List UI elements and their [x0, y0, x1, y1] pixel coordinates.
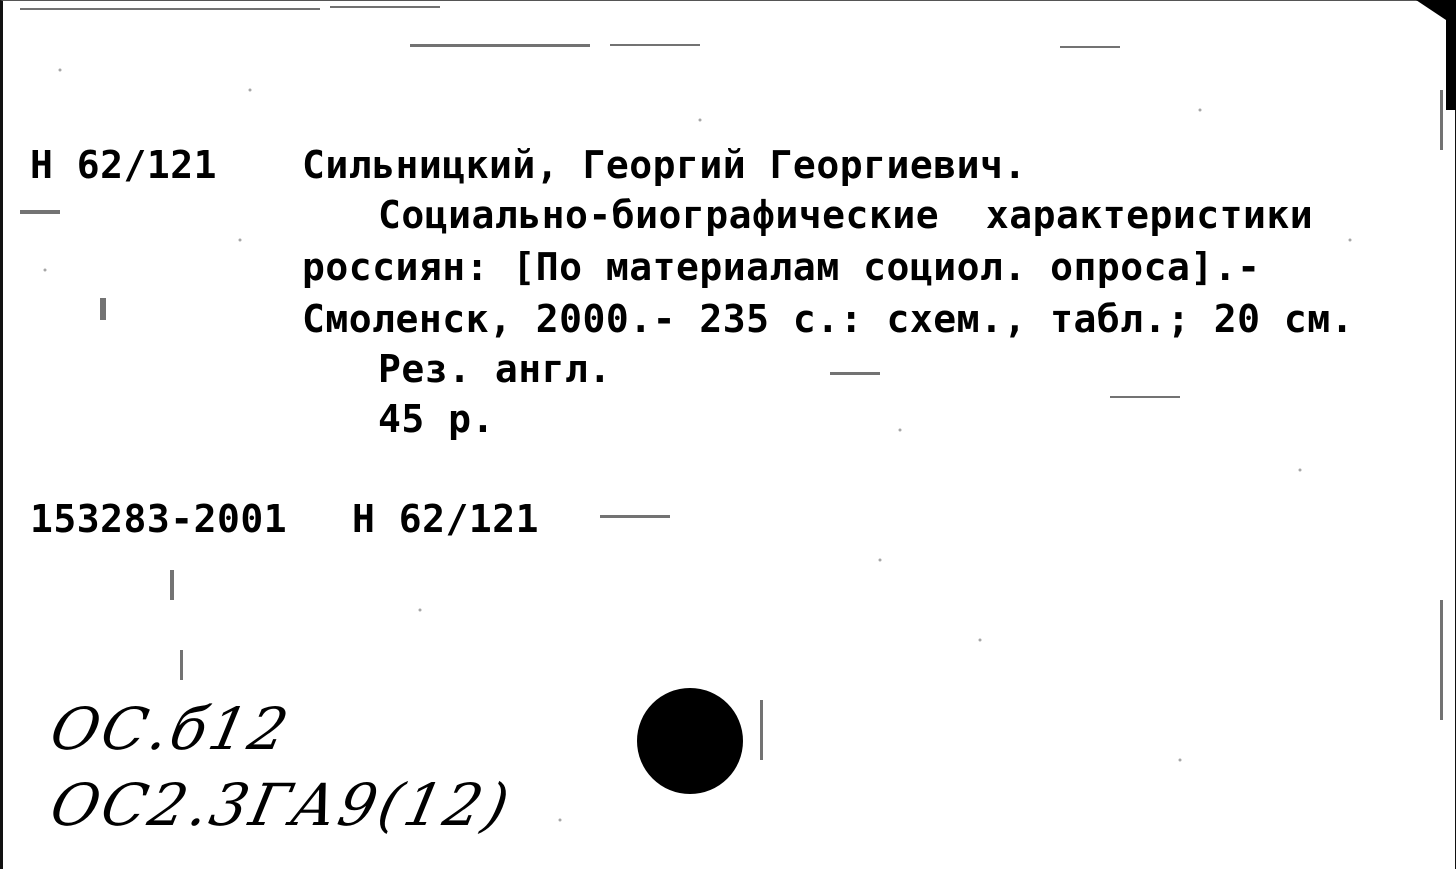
handwritten-classification-1: ОС.б12 [44, 695, 297, 763]
card-corner [1416, 0, 1456, 110]
author-heading: Сильницкий, Георгий Георгиевич. [302, 143, 1027, 187]
inventory-call-number: Н 62/121 [352, 497, 540, 541]
summary-note: Рез. англ. [378, 347, 612, 391]
handwritten-classification-2: ОС2.3ГА9(12) [44, 771, 518, 839]
punch-hole [637, 688, 743, 794]
call-number: Н 62/121 [30, 143, 218, 187]
imprint-line: Смоленск, 2000.- 235 с.: схем., табл.; 20 см. [302, 297, 1355, 341]
price: 45 р. [378, 397, 495, 441]
title-line-1: Социально-биографические характеристики [378, 193, 1314, 237]
title-line-2: россиян: [По материалам социол. опроса].- [302, 245, 1261, 289]
inventory-number: 153283-2001 [30, 497, 288, 541]
